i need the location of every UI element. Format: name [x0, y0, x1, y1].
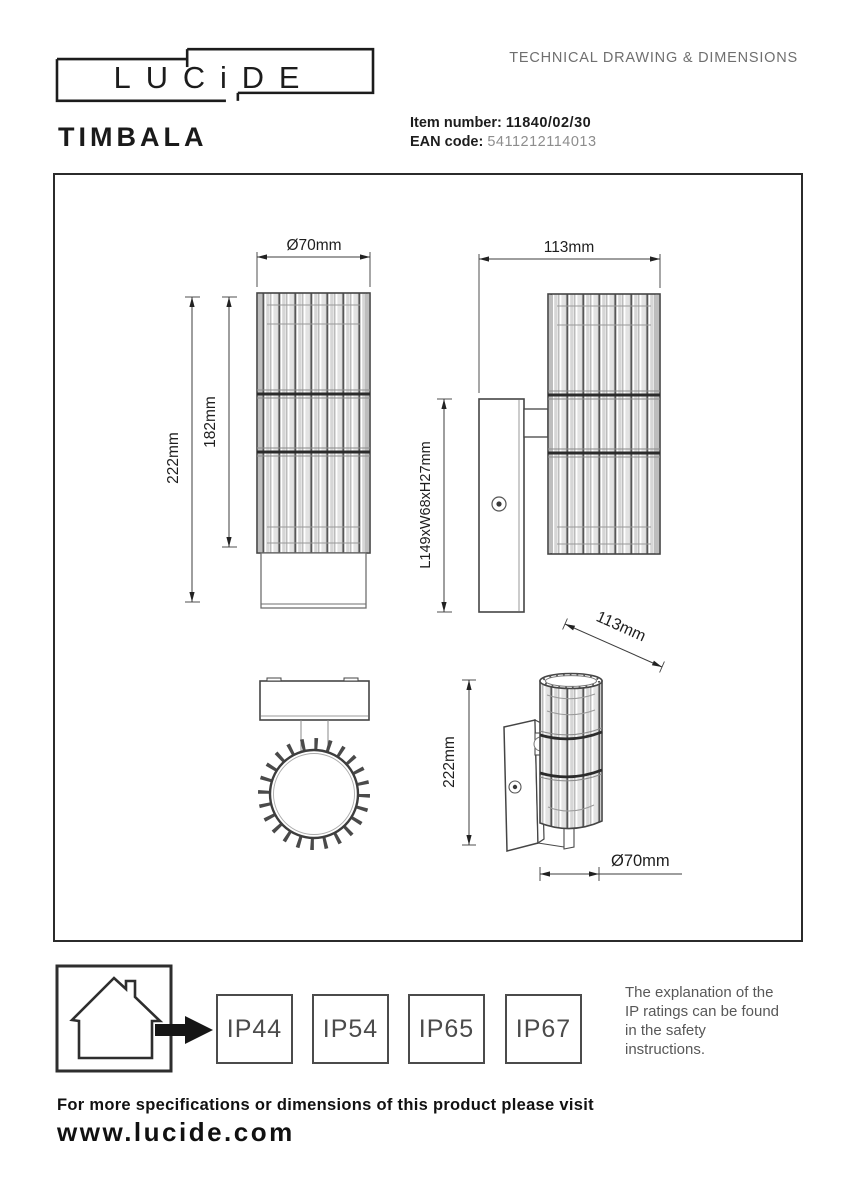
house-icon [72, 978, 160, 1058]
persp-depth-label: 113mm [593, 608, 649, 646]
website-link[interactable]: www.lucide.com [57, 1117, 295, 1147]
ean-code-label: EAN code: [410, 134, 484, 150]
ip-note-line: instructions. [625, 1041, 706, 1058]
top-wall-plate [260, 681, 369, 720]
side-bracket-size-label: L149xW68xH27mm [418, 441, 434, 569]
product-codes [410, 114, 597, 152]
perspective-view [504, 674, 602, 852]
technical-drawing-box [53, 173, 803, 942]
arrow-right-icon [155, 1016, 213, 1044]
ip-rating-ip44: IP44 [216, 994, 293, 1064]
logo-text: LUCiDE [113, 59, 315, 95]
side-arm [524, 409, 548, 437]
document-title: TECHNICAL DRAWING & DIMENSIONS [509, 50, 798, 66]
ip-rating-ip54: IP54 [312, 994, 389, 1064]
persp-diameter-label: Ø70mm [611, 852, 670, 870]
front-view [257, 293, 370, 608]
ip-note-line: IP ratings can be found [625, 1003, 779, 1020]
persp-shade-body [540, 681, 602, 829]
lucide-logo [55, 46, 375, 104]
item-number-row [410, 114, 597, 133]
item-number-label: Item number: [410, 115, 502, 131]
ip-note-line: in the safety [625, 1022, 706, 1039]
side-view [479, 294, 660, 612]
front-total-height-label: 222mm [165, 432, 182, 484]
product-name: TIMBALA [58, 122, 208, 152]
ip-rating-ip65: IP65 [408, 994, 485, 1064]
indoor-use-icon [55, 964, 220, 1076]
ip-rating-ip67: IP67 [505, 994, 582, 1064]
front-diameter-label: Ø70mm [286, 237, 342, 254]
technical-drawing [55, 175, 801, 940]
front-base [261, 553, 366, 608]
top-gear-shade [264, 744, 364, 844]
ean-code-row [410, 133, 597, 152]
ean-code-value: 5411212114013 [487, 134, 597, 150]
ip-note-line: The explanation of the [625, 984, 774, 1001]
item-number-value: 11840/02/30 [505, 115, 592, 131]
side-depth-label: 113mm [543, 239, 595, 256]
footer-text: For more specifications or dimensions of this product please visit [57, 1096, 594, 1114]
top-view [260, 678, 369, 844]
front-shade-height-label: 182mm [202, 396, 219, 448]
ip-ratings-note [625, 983, 820, 1059]
persp-height-label: 222mm [441, 736, 458, 788]
